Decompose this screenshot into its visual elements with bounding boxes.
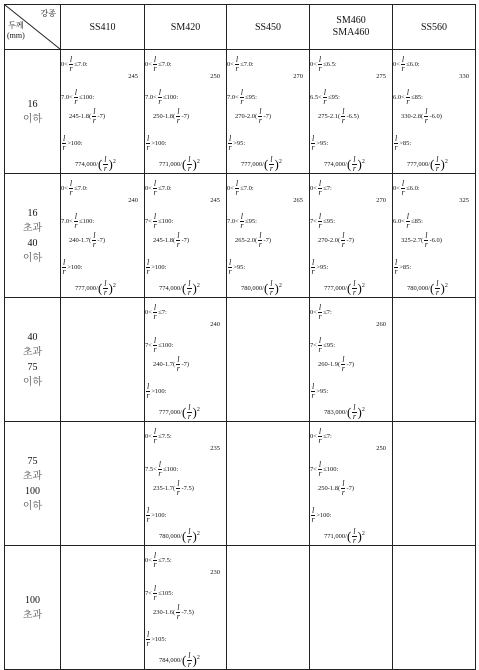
- slenderness-fraction: $\frac{l}{r}$: [406, 88, 410, 106]
- formula-line: 7.0< $\frac{l}{r}$ ≤100:: [145, 88, 179, 106]
- formula-line: 774,000/( $\frac{l}{r}$ )2: [75, 155, 116, 173]
- formula-line: [310, 197, 392, 205]
- stress-value: 240: [210, 321, 220, 328]
- table-row: [5, 298, 476, 422]
- formula-line: 7< $\frac{l}{r}$ ≤105:: [145, 584, 174, 602]
- formula-line: $\frac{l}{r}$ >95:: [228, 258, 246, 276]
- formula-line: 780,000/( $\frac{l}{r}$ )2: [407, 279, 448, 297]
- formula-cell: [393, 174, 476, 298]
- row-label: 100 초과: [5, 546, 61, 670]
- slenderness-fraction: $\frac{l}{r}$: [311, 134, 315, 152]
- formula-cell: [61, 50, 145, 174]
- slenderness-fraction: $\frac{l}{r}$: [341, 479, 345, 497]
- formula-line: 0< $\frac{l}{r}$ ≤6.0:: [393, 179, 420, 197]
- allowable-stress-table: [4, 4, 476, 670]
- formula-line: 783,000/( $\frac{l}{r}$ )2: [324, 403, 365, 421]
- slenderness-fraction: $\frac{l}{r}$: [228, 258, 232, 276]
- formula-line: 250-1.8( $\frac{l}{r}$ -7): [318, 479, 355, 497]
- col-header: SS410: [61, 5, 145, 50]
- slenderness-fraction: $\frac{l}{r}$: [176, 107, 180, 125]
- table-row: [5, 174, 476, 298]
- empty-cell: [227, 422, 310, 546]
- corner-header: [5, 5, 61, 50]
- formula-line: 7.0< $\frac{l}{r}$ ≤100:: [61, 212, 95, 230]
- formula-line: 7< $\frac{l}{r}$ ≤100:: [145, 336, 174, 354]
- formula-line: $\frac{l}{r}$ >100:: [311, 506, 332, 524]
- slenderness-fraction: $\frac{l}{r}$: [228, 134, 232, 152]
- table-row: [5, 546, 476, 670]
- slenderness-fraction: $\frac{l}{r}$: [176, 603, 180, 621]
- formula-line: 771,000/( $\frac{l}{r}$ )2: [159, 155, 200, 173]
- col-header: SS450: [227, 5, 310, 50]
- empty-cell: [227, 298, 310, 422]
- formula-line: [145, 321, 226, 329]
- formula-line: $\frac{l}{r}$ >85:: [394, 258, 412, 276]
- stress-value: 250: [376, 445, 386, 452]
- formula-line: 270-2.0( $\frac{l}{r}$ -7): [235, 107, 272, 125]
- formula-line: [145, 445, 226, 453]
- slenderness-fraction: $\frac{l}{r}$: [323, 88, 327, 106]
- formula-line: 6.0< $\frac{l}{r}$ ≤85:: [393, 212, 423, 230]
- formula-line: 245-1.8( $\frac{l}{r}$ -7): [69, 107, 106, 125]
- slenderness-fraction: $\frac{l}{r}$: [153, 584, 157, 602]
- empty-cell: [393, 422, 476, 546]
- slenderness-fraction: $\frac{l}{r}$: [311, 506, 315, 524]
- slenderness-fraction: $\frac{l}{r}$: [187, 155, 191, 173]
- formula-line: $\frac{l}{r}$ >100:: [146, 382, 167, 400]
- slenderness-fraction: $\frac{l}{r}$: [146, 382, 150, 400]
- formula-line: 777,000/( $\frac{l}{r}$ )2: [324, 279, 365, 297]
- formula-line: 6.5< $\frac{l}{r}$ ≤95:: [310, 88, 340, 106]
- slenderness-fraction: $\frac{l}{r}$: [235, 55, 239, 73]
- stress-value: 240: [128, 197, 138, 204]
- formula-line: 0< $\frac{l}{r}$ ≤7:: [310, 427, 332, 445]
- table-row: [5, 422, 476, 546]
- formula-line: 230-1.6( $\frac{l}{r}$ -7.5): [153, 603, 194, 621]
- formula-line: 325-2.7( $\frac{l}{r}$ -6.0): [401, 231, 442, 249]
- formula-line: 774,000/( $\frac{l}{r}$ )2: [324, 155, 365, 173]
- formula-line: 7.0< $\frac{l}{r}$ ≤95:: [227, 212, 257, 230]
- slenderness-fraction: $\frac{l}{r}$: [318, 303, 322, 321]
- formula-line: 7.5< $\frac{l}{r}$ ≤100:: [145, 460, 179, 478]
- slenderness-fraction: $\frac{l}{r}$: [62, 258, 66, 276]
- formula-line: $\frac{l}{r}$ >100:: [62, 258, 83, 276]
- stress-value: 265: [293, 197, 303, 204]
- formula-line: [227, 73, 309, 81]
- formula-line: 0< $\frac{l}{r}$ ≤7:: [145, 303, 167, 321]
- slenderness-fraction: $\frac{l}{r}$: [176, 231, 180, 249]
- slenderness-fraction: $\frac{l}{r}$: [74, 212, 78, 230]
- formula-line: $\frac{l}{r}$ >100:: [62, 134, 83, 152]
- formula-cell: [227, 174, 310, 298]
- formula-line: [145, 569, 226, 577]
- formula-line: 7< $\frac{l}{r}$ ≤100:: [310, 460, 339, 478]
- formula-line: 7< $\frac{l}{r}$ ≤95:: [310, 212, 336, 230]
- slenderness-fraction: $\frac{l}{r}$: [318, 55, 322, 73]
- formula-line: 777,000/( $\frac{l}{r}$ )2: [241, 155, 282, 173]
- slenderness-fraction: $\frac{l}{r}$: [318, 336, 322, 354]
- slenderness-fraction: $\frac{l}{r}$: [352, 155, 356, 173]
- row-label: 16 이하: [5, 50, 61, 174]
- slenderness-fraction: $\frac{l}{r}$: [394, 258, 398, 276]
- slenderness-fraction: $\frac{l}{r}$: [311, 258, 315, 276]
- stress-value: 330: [459, 73, 469, 80]
- formula-line: 275-2.1( $\frac{l}{r}$ -6.5): [318, 107, 359, 125]
- unit-label: (mm): [7, 31, 25, 40]
- col-header: SM420: [145, 5, 227, 50]
- empty-cell: [393, 298, 476, 422]
- slenderness-fraction: $\frac{l}{r}$: [153, 336, 157, 354]
- slenderness-fraction: $\frac{l}{r}$: [401, 179, 405, 197]
- slenderness-fraction: $\frac{l}{r}$: [103, 279, 107, 297]
- slenderness-fraction: $\frac{l}{r}$: [318, 460, 322, 478]
- slenderness-fraction: $\frac{l}{r}$: [406, 212, 410, 230]
- formula-line: 0< $\frac{l}{r}$ ≤7.0:: [227, 55, 254, 73]
- formula-line: 7< $\frac{l}{r}$ ≤95:: [310, 336, 336, 354]
- formula-line: 780,000/( $\frac{l}{r}$ )2: [241, 279, 282, 297]
- slenderness-fraction: $\frac{l}{r}$: [187, 403, 191, 421]
- slenderness-fraction: $\frac{l}{r}$: [352, 403, 356, 421]
- slenderness-fraction: $\frac{l}{r}$: [318, 427, 322, 445]
- formula-line: 774,000/( $\frac{l}{r}$ )2: [159, 279, 200, 297]
- row-label: 16 초과 40 이하: [5, 174, 61, 298]
- formula-line: [227, 197, 309, 205]
- slenderness-fraction: $\frac{l}{r}$: [269, 155, 273, 173]
- formula-cell: [227, 50, 310, 174]
- formula-line: $\frac{l}{r}$ >105:: [146, 630, 167, 648]
- slenderness-fraction: $\frac{l}{r}$: [69, 55, 73, 73]
- slenderness-fraction: $\frac{l}{r}$: [187, 651, 191, 669]
- slenderness-fraction: $\frac{l}{r}$: [103, 155, 107, 173]
- slenderness-fraction: $\frac{l}{r}$: [240, 212, 244, 230]
- stress-value: 245: [128, 73, 138, 80]
- formula-line: $\frac{l}{r}$ >95:: [228, 134, 246, 152]
- formula-cell: [310, 422, 393, 546]
- formula-line: 0< $\frac{l}{r}$ ≤7.0:: [145, 179, 172, 197]
- thickness-label: 두께: [8, 21, 24, 30]
- slenderness-fraction: $\frac{l}{r}$: [258, 231, 262, 249]
- slenderness-fraction: $\frac{l}{r}$: [318, 179, 322, 197]
- formula-cell: [145, 298, 227, 422]
- formula-line: 0< $\frac{l}{r}$ ≤7:: [310, 303, 332, 321]
- slenderness-fraction: $\frac{l}{r}$: [158, 460, 162, 478]
- formula-line: $\frac{l}{r}$ >95:: [311, 382, 329, 400]
- stress-value: 260: [376, 321, 386, 328]
- formula-cell: [145, 546, 227, 670]
- slenderness-fraction: $\frac{l}{r}$: [153, 303, 157, 321]
- slenderness-fraction: $\frac{l}{r}$: [394, 134, 398, 152]
- slenderness-fraction: $\frac{l}{r}$: [341, 231, 345, 249]
- slenderness-fraction: $\frac{l}{r}$: [352, 527, 356, 545]
- slenderness-fraction: $\frac{l}{r}$: [240, 88, 244, 106]
- slenderness-fraction: $\frac{l}{r}$: [341, 107, 345, 125]
- formula-line: 0< $\frac{l}{r}$ ≤7:: [310, 179, 332, 197]
- formula-line: 7.0< $\frac{l}{r}$ ≤100:: [61, 88, 95, 106]
- slenderness-fraction: $\frac{l}{r}$: [92, 107, 96, 125]
- formula-line: 270-2.0( $\frac{l}{r}$ -7): [318, 231, 355, 249]
- formula-cell: [145, 422, 227, 546]
- formula-line: 0< $\frac{l}{r}$ ≤7.0:: [227, 179, 254, 197]
- formula-line: 265-2.0( $\frac{l}{r}$ -7): [235, 231, 272, 249]
- empty-cell: [61, 298, 145, 422]
- slenderness-fraction: $\frac{l}{r}$: [176, 479, 180, 497]
- formula-line: [310, 73, 392, 81]
- slenderness-fraction: $\frac{l}{r}$: [187, 527, 191, 545]
- empty-cell: [393, 546, 476, 670]
- formula-line: 0< $\frac{l}{r}$ ≤7.5:: [145, 551, 172, 569]
- empty-cell: [61, 546, 145, 670]
- formula-line: $\frac{l}{r}$ >100:: [146, 134, 167, 152]
- formula-line: 0< $\frac{l}{r}$ ≤7.5:: [145, 427, 172, 445]
- slenderness-fraction: $\frac{l}{r}$: [69, 179, 73, 197]
- slenderness-fraction: $\frac{l}{r}$: [146, 258, 150, 276]
- formula-cell: [145, 174, 227, 298]
- stress-value: 230: [210, 569, 220, 576]
- slenderness-fraction: $\frac{l}{r}$: [341, 355, 345, 373]
- formula-line: [310, 321, 392, 329]
- formula-cell: [310, 174, 393, 298]
- formula-line: 250-1.8( $\frac{l}{r}$ -7): [153, 107, 190, 125]
- formula-line: $\frac{l}{r}$ >100:: [146, 506, 167, 524]
- row-label: 75 초과 100 이하: [5, 422, 61, 546]
- table-row: [5, 50, 476, 174]
- formula-line: [145, 73, 226, 81]
- formula-line: 7.0< $\frac{l}{r}$ ≤95:: [227, 88, 257, 106]
- slenderness-fraction: $\frac{l}{r}$: [424, 231, 428, 249]
- formula-line: [61, 197, 144, 205]
- slenderness-fraction: $\frac{l}{r}$: [153, 212, 157, 230]
- col-header: SS560: [393, 5, 476, 50]
- header-row: [5, 5, 476, 50]
- formula-line: $\frac{l}{r}$ >95:: [311, 134, 329, 152]
- formula-line: 235-1.7( $\frac{l}{r}$ -7.5): [153, 479, 194, 497]
- formula-line: 6.0< $\frac{l}{r}$ ≤85:: [393, 88, 423, 106]
- slenderness-fraction: $\frac{l}{r}$: [153, 55, 157, 73]
- formula-line: 0< $\frac{l}{r}$ ≤6.5:: [310, 55, 337, 73]
- formula-cell: [310, 298, 393, 422]
- slenderness-fraction: $\frac{l}{r}$: [146, 134, 150, 152]
- slenderness-fraction: $\frac{l}{r}$: [153, 551, 157, 569]
- empty-cell: [310, 546, 393, 670]
- slenderness-fraction: $\frac{l}{r}$: [158, 88, 162, 106]
- slenderness-fraction: $\frac{l}{r}$: [435, 155, 439, 173]
- slenderness-fraction: $\frac{l}{r}$: [176, 355, 180, 373]
- formula-line: 260-1.9( $\frac{l}{r}$ -7): [318, 355, 355, 373]
- steel-grade-label: 강종: [40, 9, 56, 18]
- formula-cell: [61, 174, 145, 298]
- formula-line: [393, 73, 475, 81]
- formula-line: 0< $\frac{l}{r}$ ≤7.0:: [61, 179, 88, 197]
- formula-line: 240-1.7( $\frac{l}{r}$ -7): [69, 231, 106, 249]
- formula-line: 780,000/( $\frac{l}{r}$ )2: [159, 527, 200, 545]
- formula-line: 777,000/( $\frac{l}{r}$ )2: [407, 155, 448, 173]
- slenderness-fraction: $\frac{l}{r}$: [311, 382, 315, 400]
- formula-line: 777,000/( $\frac{l}{r}$ )2: [75, 279, 116, 297]
- formula-line: [145, 197, 226, 205]
- formula-line: 0< $\frac{l}{r}$ ≤6.0:: [393, 55, 420, 73]
- slenderness-fraction: $\frac{l}{r}$: [146, 506, 150, 524]
- slenderness-fraction: $\frac{l}{r}$: [269, 279, 273, 297]
- slenderness-fraction: $\frac{l}{r}$: [187, 279, 191, 297]
- slenderness-fraction: $\frac{l}{r}$: [146, 630, 150, 648]
- slenderness-fraction: $\frac{l}{r}$: [258, 107, 262, 125]
- stress-value: 275: [376, 73, 386, 80]
- formula-line: 330-2.8( $\frac{l}{r}$ -6.0): [401, 107, 442, 125]
- slenderness-fraction: $\frac{l}{r}$: [435, 279, 439, 297]
- formula-line: 7< $\frac{l}{r}$ ≤100:: [145, 212, 174, 230]
- formula-cell: [393, 50, 476, 174]
- slenderness-fraction: $\frac{l}{r}$: [352, 279, 356, 297]
- slenderness-fraction: $\frac{l}{r}$: [235, 179, 239, 197]
- formula-line: $\frac{l}{r}$ >95:: [311, 258, 329, 276]
- empty-cell: [227, 546, 310, 670]
- slenderness-fraction: $\frac{l}{r}$: [74, 88, 78, 106]
- stress-value: 245: [210, 197, 220, 204]
- formula-line: 240-1.7( $\frac{l}{r}$ -7): [153, 355, 190, 373]
- slenderness-fraction: $\frac{l}{r}$: [401, 55, 405, 73]
- slenderness-fraction: $\frac{l}{r}$: [62, 134, 66, 152]
- formula-cell: [310, 50, 393, 174]
- slenderness-fraction: $\frac{l}{r}$: [92, 231, 96, 249]
- row-label: 40 초과 75 이하: [5, 298, 61, 422]
- formula-line: $\frac{l}{r}$ >100:: [146, 258, 167, 276]
- stress-value: 250: [210, 73, 220, 80]
- formula-line: $\frac{l}{r}$ >85:: [394, 134, 412, 152]
- slenderness-fraction: $\frac{l}{r}$: [318, 212, 322, 230]
- stress-value: 235: [210, 445, 220, 452]
- stress-value: 270: [293, 73, 303, 80]
- slenderness-fraction: $\frac{l}{r}$: [153, 179, 157, 197]
- formula-line: 245-1.8( $\frac{l}{r}$ -7): [153, 231, 190, 249]
- col-header: SM460 SMA460: [310, 5, 393, 50]
- formula-line: [393, 197, 475, 205]
- formula-line: 784,000/( $\frac{l}{r}$ )2: [159, 651, 200, 669]
- formula-line: 0< $\frac{l}{r}$ ≤7.0:: [145, 55, 172, 73]
- formula-line: 777,000/( $\frac{l}{r}$ )2: [159, 403, 200, 421]
- empty-cell: [61, 422, 145, 546]
- slenderness-fraction: $\frac{l}{r}$: [153, 427, 157, 445]
- formula-line: [310, 445, 392, 453]
- formula-line: 771,000/( $\frac{l}{r}$ )2: [324, 527, 365, 545]
- stress-value: 325: [459, 197, 469, 204]
- slenderness-fraction: $\frac{l}{r}$: [424, 107, 428, 125]
- stress-value: 270: [376, 197, 386, 204]
- formula-line: 0< $\frac{l}{r}$ ≤7.0:: [61, 55, 88, 73]
- formula-line: [61, 73, 144, 81]
- formula-cell: [145, 50, 227, 174]
